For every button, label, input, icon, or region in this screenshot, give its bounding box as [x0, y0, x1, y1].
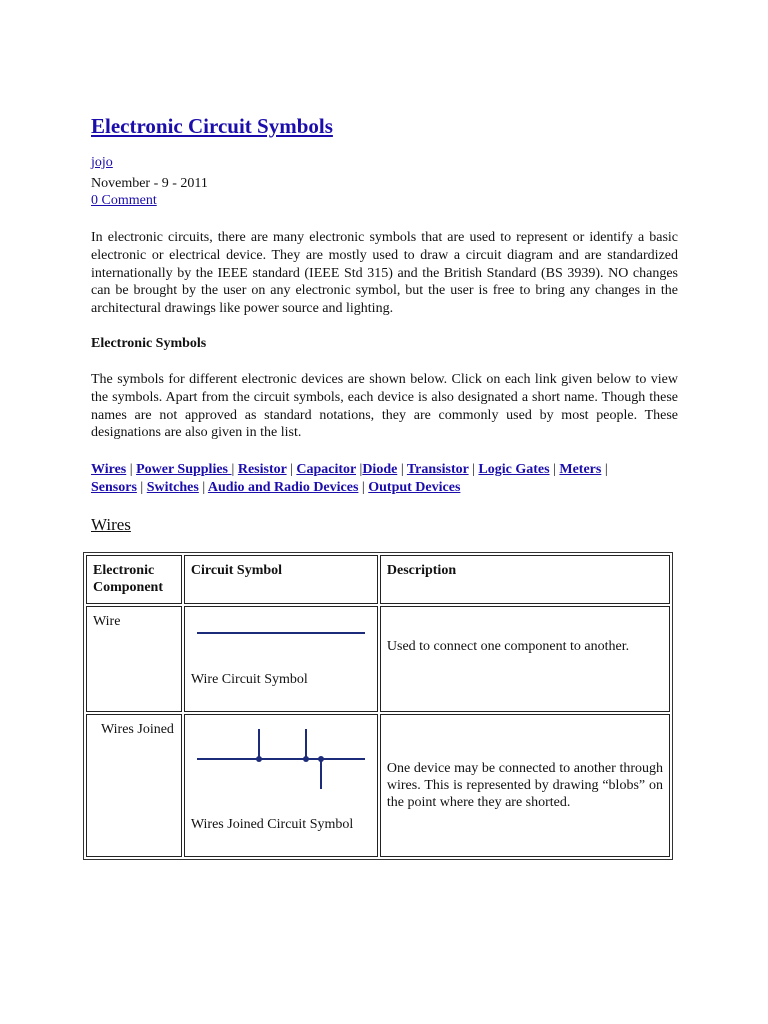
- header-description: Description: [380, 555, 670, 604]
- link-separator: |: [361, 480, 365, 495]
- description-text: One device may be connected to another through wires. This is represented by drawing “blobs” on the point where they are shorted.: [386, 761, 663, 810]
- link-diode[interactable]: Diode: [362, 462, 398, 477]
- symbols-paragraph: The symbols for different electronic devices are shown below. Click on each link given below to view the symbols. Apart from the circuit symbols, each device is also designated a short name. Though these names are not approved as standard notations, they are commonly used by most people. These designations are also given in the list.: [91, 372, 678, 441]
- description-text: Used to connect one component to another.: [386, 638, 630, 654]
- comment-link[interactable]: 0 Comment: [91, 193, 157, 208]
- link-separator: |: [472, 462, 475, 477]
- component-name: [86, 714, 182, 857]
- category-links: [91, 461, 691, 497]
- link-separator: |: [359, 462, 363, 477]
- link-transistor[interactable]: Transistor: [406, 462, 469, 477]
- link-separator: |: [553, 462, 556, 477]
- table-row: [86, 606, 670, 712]
- post-date: November - 9 - 2011: [91, 176, 208, 191]
- wires-table: [83, 552, 673, 860]
- component-name-text: Wires Joined: [101, 722, 174, 737]
- header-symbol: Circuit Symbol: [184, 555, 378, 604]
- description-cell: [380, 714, 670, 857]
- link-audio-radio-devices[interactable]: Audio and Radio Devices: [207, 480, 359, 495]
- symbol-cell: [184, 606, 378, 712]
- electronic-symbols-heading: Electronic Symbols: [91, 336, 207, 351]
- author-link[interactable]: jojo: [91, 155, 113, 170]
- article-title-link[interactable]: Electronic Circuit Symbols: [91, 114, 333, 138]
- link-resistor[interactable]: Resistor: [237, 462, 287, 477]
- link-power-supplies[interactable]: Power Supplies: [136, 462, 232, 477]
- link-separator: |: [604, 462, 608, 477]
- link-wires[interactable]: Wires: [91, 462, 127, 477]
- link-separator: |: [400, 462, 404, 477]
- link-separator: |: [129, 462, 133, 477]
- wire-symbol-icon: [191, 613, 371, 651]
- link-output-devices[interactable]: Output Devices: [368, 480, 461, 495]
- link-capacitor[interactable]: Capacitor: [296, 462, 356, 477]
- link-separator: |: [140, 480, 144, 495]
- link-meters[interactable]: Meters: [559, 462, 602, 477]
- symbol-caption: Wire Circuit Symbol: [190, 672, 308, 687]
- table-row: [86, 714, 670, 857]
- link-separator: |: [202, 480, 206, 495]
- wires-section-heading: Wires: [91, 515, 131, 534]
- header-component: Electronic Component: [86, 555, 182, 604]
- link-logic-gates[interactable]: Logic Gates: [478, 462, 550, 477]
- intro-paragraph: In electronic circuits, there are many electronic symbols that are used to represent or identify a basic electronic or electrical device. They are mostly used to draw a circuit diagram and are standardized internationally by the IEEE standard (IEEE Std 315) and the British Standard (BS 3939). NO changes can be brought by the user on any electronic symbol, but the user is free to bring any changes in the architectural drawings like power source and lighting.: [91, 230, 678, 317]
- link-separator: |: [231, 462, 235, 477]
- wires-joined-symbol-icon: [191, 721, 371, 791]
- component-name: Wire: [86, 606, 182, 712]
- article-title[interactable]: [91, 113, 333, 139]
- comment-count[interactable]: [91, 192, 157, 210]
- symbol-caption: Wires Joined Circuit Symbol: [190, 817, 354, 832]
- symbol-cell: [184, 714, 378, 857]
- description-cell: [380, 606, 670, 712]
- author[interactable]: [91, 154, 113, 172]
- link-sensors[interactable]: Sensors: [91, 480, 137, 495]
- link-separator: |: [290, 462, 293, 477]
- table-header-row: [86, 555, 670, 604]
- link-switches[interactable]: Switches: [146, 480, 199, 495]
